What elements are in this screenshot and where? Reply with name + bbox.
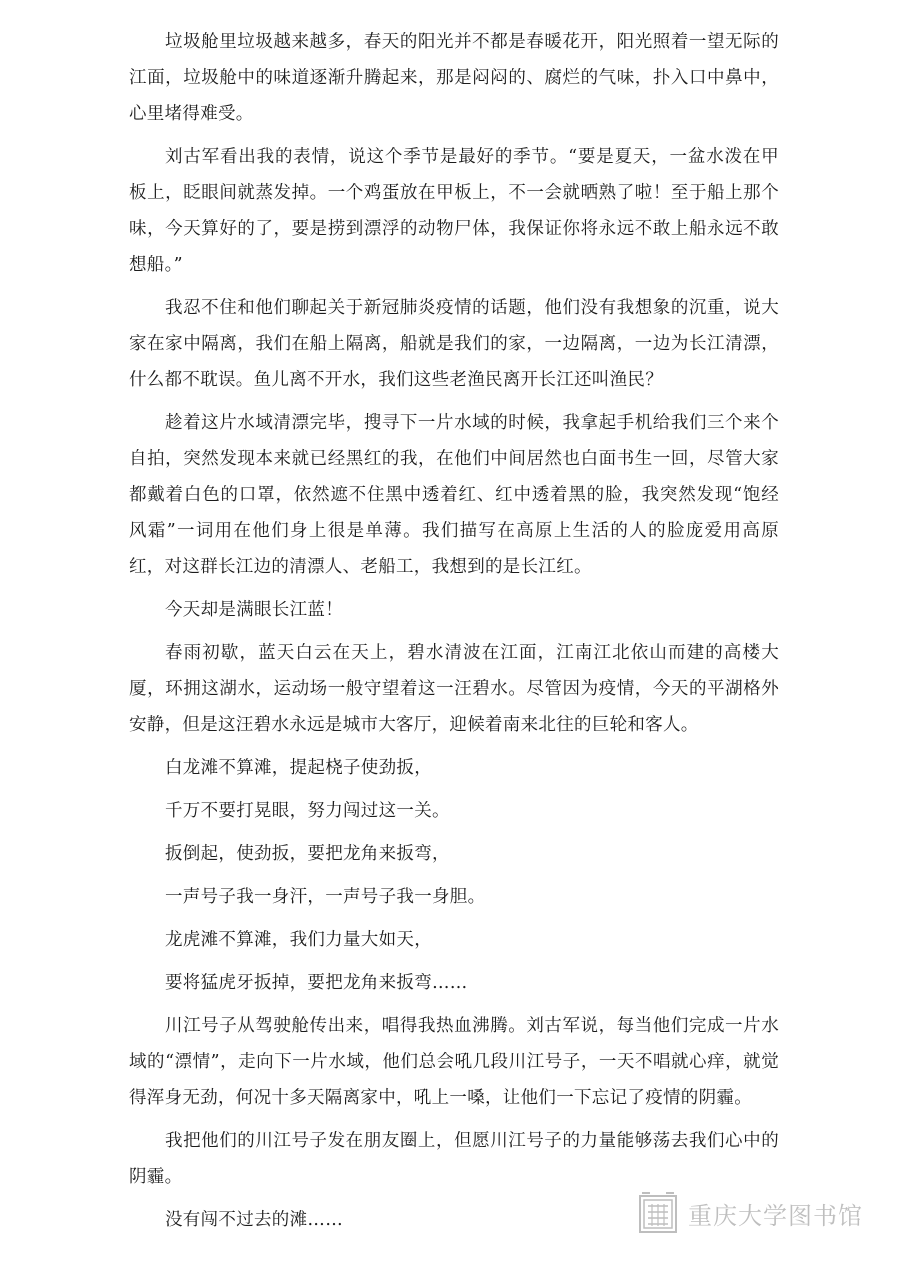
paragraph-5: 今天却是满眼长江蓝！ bbox=[165, 600, 343, 620]
song-line-1: 白龙滩不算滩，提起桡子使劲扳， bbox=[165, 758, 432, 778]
paragraph-6: 春雨初歇，蓝天白云在天上，碧水清波在江面，江南江北依山而建的高楼大厦，环拥这湖水，运动场一般守望着这一汪碧水。尽管因为疫情，今天的平湖格外安静，但是这汪碧水永远是城市大客厅，迎候着南来北往的巨轮和客人。 bbox=[129, 643, 779, 735]
song-line-2: 千万不要打晃眼，努力闯过这一关。 bbox=[165, 801, 450, 821]
song-line-4: 一声号子我一身汗，一声号子我一身胆。 bbox=[165, 887, 486, 907]
paragraph-4: 趁着这片水域清漂完毕，搜寻下一片水域的时候，我拿起手机给我们三个来个自拍，突然发现本来就已经黑红的我，在他们中间居然也白面书生一回，尽管大家都戴着白色的口罩，依然遮不住黑中透着红、红中透着黑的脸，我突然发现“饱经风霜”一词用在他们身上很是单薄。我们描写在高原上生活的人的脸庞爱用高原红，对这群长江边的清漂人、老船工，我想到的是长江红。 bbox=[129, 413, 779, 577]
song-line-5: 龙虎滩不算滩，我们力量大如天， bbox=[165, 930, 432, 950]
paragraph-1: 垃圾舱里垃圾越来越多，春天的阳光并不都是春暖花开，阳光照着一望无际的江面，垃圾舱中的味道逐渐升腾起来，那是闷闷的、腐烂的气味，扑入口中鼻中，心里堵得难受。 bbox=[129, 32, 779, 124]
paragraph-2: 刘古军看出我的表情，说这个季节是最好的季节。“要是夏天，一盆水泼在甲板上，眨眼间就蒸发掉。一个鸡蛋放在甲板上，不一会就晒熟了啦！至于船上那个味，今天算好的了，要是捞到漂浮的动物尸体，我保证你将永远不敢上船永远不敢想船。” bbox=[129, 147, 779, 275]
watermark-text: 重庆大学图书馆 bbox=[688, 1201, 863, 1230]
closing-paragraph-3: 没有闯不过去的滩…… bbox=[165, 1210, 343, 1230]
closing-paragraph-2: 我把他们的川江号子发在朋友圈上，但愿川江号子的力量能够荡去我们心中的阴霾。 bbox=[129, 1131, 779, 1187]
library-seal-icon bbox=[638, 1192, 678, 1234]
library-watermark bbox=[638, 1190, 863, 1236]
song-line-3: 扳倒起，使劲扳，要把龙角来扳弯， bbox=[165, 844, 450, 864]
song-line-6: 要将猛虎牙扳掉，要把龙角来扳弯…… bbox=[165, 973, 468, 993]
document-body bbox=[129, 24, 779, 1245]
closing-paragraph-1: 川江号子从驾驶舱传出来，唱得我热血沸腾。刘古军说，每当他们完成一片水域的“漂情”，走向下一片水域，他们总会吼几段川江号子，一天不唱就心痒，就觉得浑身无劲，何况十多天隔离家中，吼上一嗓，让他们一下忘记了疫情的阴霾。 bbox=[129, 1016, 779, 1108]
paragraph-3: 我忍不住和他们聊起关于新冠肺炎疫情的话题，他们没有我想象的沉重，说大家在家中隔离，我们在船上隔离，船就是我们的家，一边隔离，一边为长江清漂，什么都不耽误。鱼儿离不开水，我们这些老渔民离开长江还叫渔民？ bbox=[129, 298, 779, 390]
